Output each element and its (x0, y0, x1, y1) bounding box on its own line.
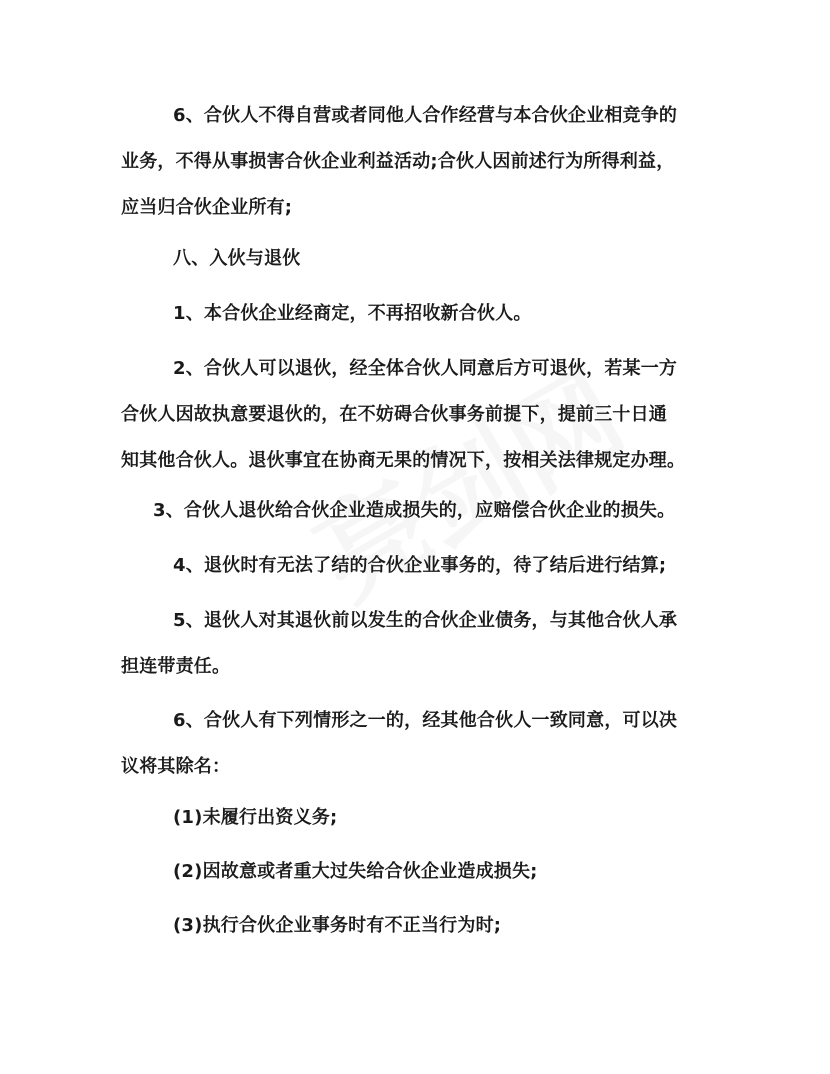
text-line: 3、合伙人退伙给合伙企业造成损失的，应赔偿合伙企业的损失。 (153, 500, 676, 521)
text-line: 应当归合伙企业所有; (121, 197, 293, 218)
list-item: (3)执行合伙企业事务时有不正当行为时; (173, 915, 502, 936)
text-line: 知其他合伙人。退伙事宜在协商无果的情况下，按相关法律规定办理。 (121, 450, 686, 471)
text-line: 2、合伙人可以退伙，经全体合伙人同意后方可退伙，若某一方 (173, 358, 678, 379)
text-line: 6、合伙人不得自营或者同他人合作经营与本合伙企业相竞争的 (173, 105, 678, 126)
text-line: 1、本合伙企业经商定，不再招收新合伙人。 (173, 303, 532, 324)
text-line: 担连带责任。 (121, 656, 231, 677)
text-line: 6、合伙人有下列情形之一的，经其他合伙人一致同意，可以决 (173, 710, 678, 731)
section-heading: 八、入伙与退伙 (173, 248, 301, 269)
list-item: (1)未履行出资义务; (173, 807, 338, 828)
text-line: 议将其除名： (121, 756, 231, 777)
text-line: 4、退伙时有无法了结的合伙企业事务的，待了结后进行结算; (173, 555, 667, 576)
text-line: 合伙人因故执意要退伙的，在不妨碍合伙事务前提下，提前三十日通 (121, 404, 667, 425)
list-item: (2)因故意或者重大过失给合伙企业造成损失; (173, 861, 538, 882)
text-line: 5、退伙人对其退伙前以发生的合伙企业债务，与其他合伙人承 (173, 610, 678, 631)
text-line: 业务，不得从事损害合伙企业利益活动;合伙人因前述行为所得利益， (121, 151, 675, 172)
